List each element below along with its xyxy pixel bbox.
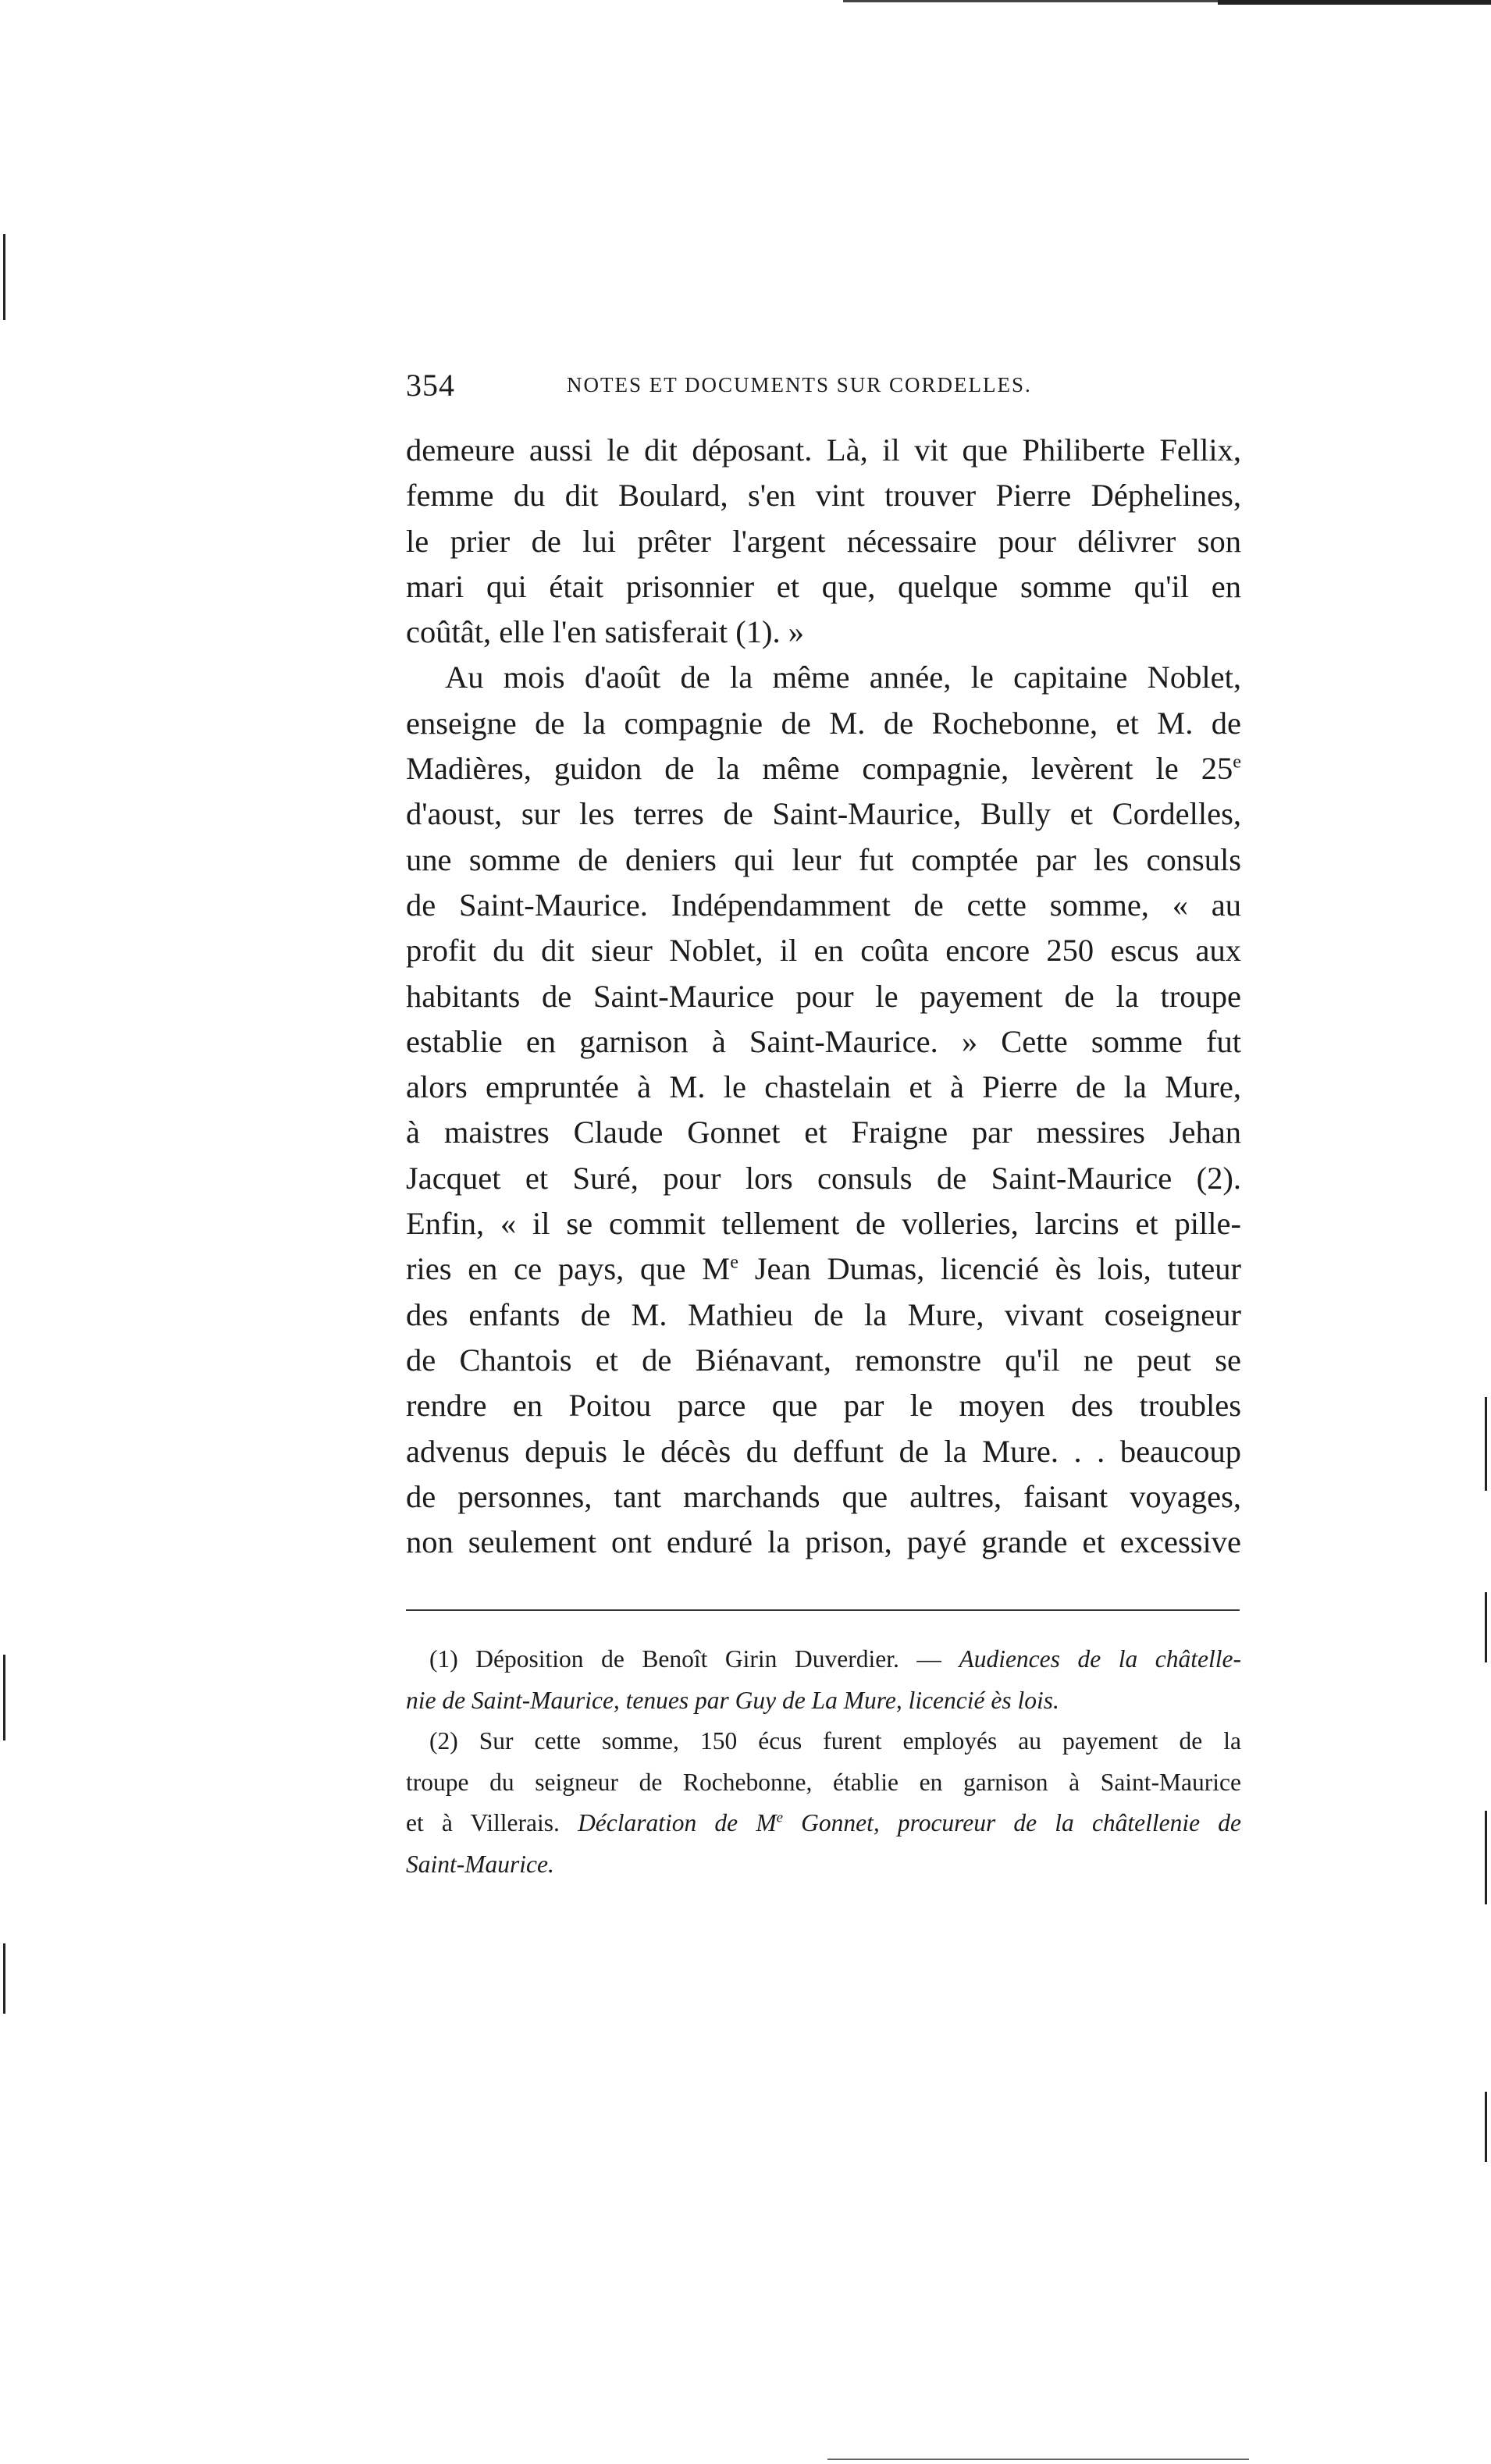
text-line: Au mois d'août de la même année, le capitaine Noblet, bbox=[445, 660, 1241, 695]
footnote-2: (2) Sur cette somme, 150 écus furent employés au payement de la bbox=[429, 1727, 1241, 1755]
text-line: establie en garnison à Saint-Maurice. » Cette somme fut bbox=[406, 1023, 1241, 1059]
text-line: des enfants de M. Mathieu de la Mure, vivant coseigneur bbox=[406, 1296, 1241, 1332]
text-span: ries en ce pays, que M bbox=[406, 1251, 731, 1287]
scan-mark-right bbox=[1485, 1397, 1487, 1491]
text-line: Jacquet et Suré, pour lors consuls de Saint-Maurice (2). bbox=[406, 1160, 1241, 1196]
scan-mark-left bbox=[3, 1655, 5, 1740]
text-line: mari qui était prisonnier et que, quelque somme qu'il en bbox=[406, 568, 1241, 604]
text-line: d'aoust, sur les terres de Saint-Maurice, Bully et Cordelles, bbox=[406, 796, 1241, 832]
scan-mark-left bbox=[3, 1943, 5, 2014]
text-line: de personnes, tant marchands que aultres, faisant voyages, bbox=[406, 1478, 1241, 1514]
text-line: enseigne de la compagnie de M. de Rochebonne, et M. de bbox=[406, 705, 1241, 741]
text-line: advenus depuis le décès du deffunt de la Mure. . . beaucoup bbox=[406, 1433, 1241, 1469]
text-line: rendre en Poitou parce que par le moyen des troubles bbox=[406, 1388, 1241, 1424]
superscript: e bbox=[1233, 751, 1241, 773]
text-line: le prier de lui prêter l'argent nécessaire pour délivrer son bbox=[406, 523, 1241, 559]
text-line: à maistres Claude Gonnet et Fraigne par messires Jehan bbox=[406, 1115, 1241, 1150]
text-line: coûtât, elle l'en satisferait (1). » bbox=[406, 614, 804, 650]
running-title: NOTES ET DOCUMENTS SUR CORDELLES. bbox=[567, 373, 1032, 396]
footnote-text bbox=[406, 1803, 1241, 1844]
footnote-1 bbox=[406, 1639, 1241, 1680]
scan-mark-right bbox=[1485, 1592, 1487, 1662]
text-line: de Chantois et de Biénavant, remonstre qu'il ne peut se bbox=[406, 1342, 1241, 1378]
footnote-citation: nie de Saint-Maurice, tenues par Guy de La Mure, licencié ès lois. bbox=[406, 1686, 1059, 1714]
footnote-citation: Gonnet, procureur de la châtellenie de bbox=[801, 1809, 1242, 1836]
text-line: Enfin, « il se commit tellement de volleries, larcins et pille- bbox=[406, 1206, 1241, 1242]
text-line: femme du dit Boulard, s'en vint trouver Pierre Déphelines, bbox=[406, 478, 1241, 514]
superscript: e bbox=[730, 1251, 738, 1273]
footnote-citation: Déclaration de M bbox=[578, 1809, 777, 1836]
text-line: une somme de deniers qui leur fut comptée par les consuls bbox=[406, 841, 1241, 877]
text-line: demeure aussi le dit déposant. Là, il vit que Philiberte Fellix, bbox=[406, 432, 1241, 468]
page-number: 354 bbox=[406, 368, 455, 403]
text-line: habitants de Saint-Maurice pour le payement de la troupe bbox=[406, 978, 1241, 1014]
footnote-citation: Audiences de la châtelle- bbox=[959, 1645, 1241, 1673]
scan-mark-left bbox=[3, 234, 5, 320]
page-header bbox=[406, 367, 1241, 414]
text-span: Madières, guidon de la même compagnie, levèrent le 25 bbox=[406, 751, 1233, 787]
body-text bbox=[406, 428, 1241, 1565]
scan-mark-right bbox=[1485, 2092, 1487, 2162]
footnotes bbox=[406, 1639, 1241, 1885]
text-span: Jean Dumas, licencié ès lois, tuteur bbox=[754, 1251, 1241, 1287]
scan-edge-bottom bbox=[827, 2459, 1249, 2460]
footnote-text: (1) Déposition de Benoît Girin Duverdier. — bbox=[429, 1645, 941, 1673]
footnote-text: et à Villerais. bbox=[406, 1809, 560, 1836]
footnote-text: troupe du seigneur de Rochebonne, établie en garnison à Saint-Maurice bbox=[406, 1768, 1241, 1796]
text-line: non seulement ont enduré la prison, payé grande et excessive bbox=[406, 1524, 1241, 1560]
text-line: profit du dit sieur Noblet, il en coûta encore 250 escus aux bbox=[406, 933, 1241, 969]
text-line bbox=[406, 746, 1241, 791]
footnote-citation: Saint-Maurice. bbox=[406, 1850, 554, 1878]
text-line: alors empruntée à M. le chastelain et à Pierre de la Mure, bbox=[406, 1069, 1241, 1105]
scan-edge-top-right bbox=[1218, 0, 1491, 5]
scan-mark-right bbox=[1485, 1811, 1487, 1904]
text-line: de Saint-Maurice. Indépendamment de cette somme, « au bbox=[406, 887, 1241, 923]
text-line bbox=[406, 1246, 1241, 1292]
superscript: e bbox=[776, 1809, 783, 1826]
footnote-rule bbox=[406, 1609, 1240, 1611]
